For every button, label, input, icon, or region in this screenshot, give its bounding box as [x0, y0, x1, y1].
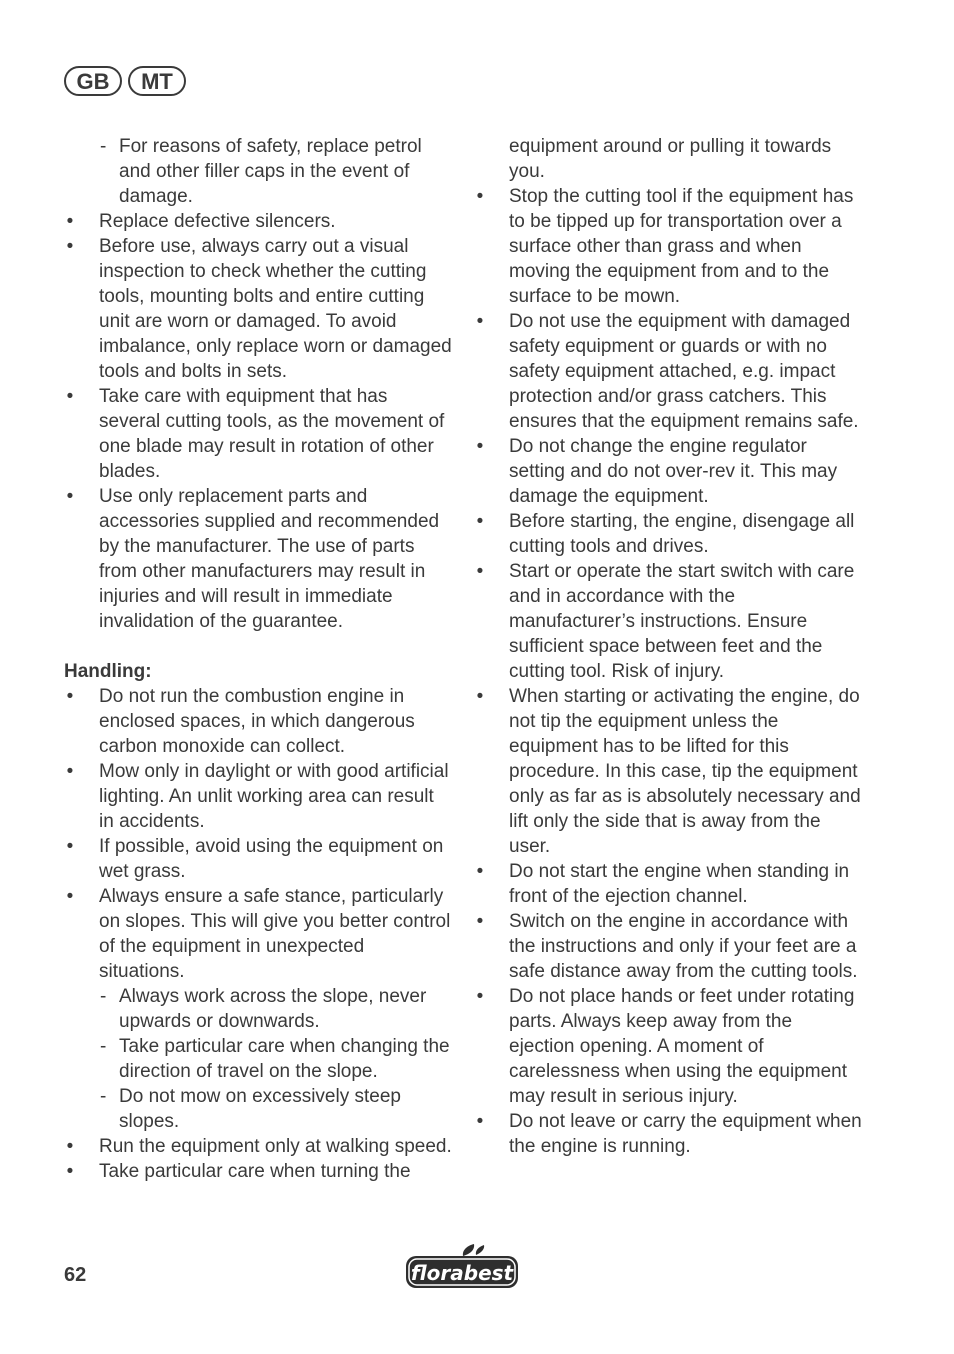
- bullet-item: [64, 209, 452, 234]
- bullet-icon: •: [476, 861, 484, 882]
- language-badge-mt: MT: [128, 66, 186, 96]
- sub-item: [64, 984, 452, 1034]
- sub-item: [64, 134, 452, 209]
- item-text: Take care with equipment that has several cutting tools, as the movement of one blade may result in rotation of other blades.: [99, 386, 445, 482]
- item-text: Start or operate the start switch with care and in accordance with the manufacturer’s instructions. Ensure sufficient space between feet and the cutting tool. Risk of injury.: [509, 561, 855, 682]
- bullet-icon: •: [476, 186, 484, 207]
- bullet-item: [64, 684, 452, 759]
- item-text: Do not place hands or feet under rotating parts. Always keep away from the ejection opening. A moment of carelessness when using the equipment may result in serious injury.: [509, 986, 855, 1107]
- bullet-item: [64, 234, 452, 384]
- item-text: Replace defective silencers.: [99, 211, 336, 232]
- brand-name: florabest: [410, 1261, 514, 1285]
- dash-icon: -: [100, 1086, 107, 1107]
- item-text: Take particular care when changing the direction of travel on the slope.: [119, 1036, 450, 1082]
- item-text: Before starting, the engine, disengage all cutting tools and drives.: [509, 511, 855, 557]
- item-text: Do not run the combustion engine in enclosed spaces, in which dangerous carbon monoxide can collect.: [99, 686, 415, 757]
- sub-item: [64, 1034, 452, 1084]
- dash-icon: -: [100, 136, 107, 157]
- item-text: Mow only in daylight or with good artificial lighting. An unlit working area can result in accidents.: [99, 761, 449, 832]
- language-badge-gb: GB: [64, 66, 122, 96]
- item-text: Use only replacement parts and accessories supplied and recommended by the manufacturer. The use of parts from other manufacturers may result in injuries and will result in immediate invalidation of the guarantee.: [99, 486, 440, 632]
- bullet-icon: •: [66, 211, 74, 232]
- bullet-icon: •: [66, 1136, 74, 1157]
- sub-item: [64, 1084, 452, 1134]
- bullet-icon: •: [66, 486, 74, 507]
- florabest-logo: [404, 1242, 520, 1290]
- bullet-icon: •: [66, 386, 74, 407]
- bullet-item: [474, 1109, 862, 1159]
- bullet-item: [64, 1134, 452, 1159]
- bullet-icon: •: [66, 886, 74, 907]
- left-column: [64, 134, 452, 1184]
- bullet-icon: •: [476, 436, 484, 457]
- item-text: Do not leave or carry the equipment when the engine is running.: [509, 1111, 862, 1157]
- item-text: Do not start the engine when standing in front of the ejection channel.: [509, 861, 850, 907]
- item-text: equipment around or pulling it towards you.: [509, 136, 832, 182]
- item-text: Handling:: [64, 661, 152, 682]
- bullet-icon: •: [66, 1161, 74, 1182]
- bullet-item: [474, 984, 862, 1109]
- bullet-item: [474, 559, 862, 684]
- bullet-item: [474, 909, 862, 984]
- bullet-icon: •: [66, 686, 74, 707]
- section-heading: [64, 659, 452, 684]
- item-text: For reasons of safety, replace petrol and other filler caps in the event of damage.: [119, 136, 422, 207]
- page-number: 62: [64, 1264, 87, 1286]
- item-text: Do not mow on excessively steep slopes.: [119, 1086, 401, 1132]
- item-text: Take particular care when turning the: [99, 1161, 411, 1182]
- bullet-icon: •: [476, 561, 484, 582]
- bullet-item: [474, 309, 862, 434]
- dash-icon: -: [100, 1036, 107, 1057]
- bullet-item: [474, 684, 862, 859]
- item-text: Run the equipment only at walking speed.: [99, 1136, 452, 1157]
- bullet-item: [64, 1159, 452, 1184]
- item-text: Do not change the engine regulator setting and do not over-rev it. This may damage the equipment.: [509, 436, 838, 507]
- item-text: Switch on the engine in accordance with the instructions and only if your feet are a safe distance away from the cutting tools.: [509, 911, 858, 982]
- bullet-icon: •: [476, 511, 484, 532]
- bullet-item: [64, 759, 452, 834]
- bullet-item: [474, 509, 862, 559]
- bullet-item: [474, 184, 862, 309]
- continued-text: [474, 134, 862, 184]
- item-text: Before use, always carry out a visual inspection to check whether the cutting tools, mounting bolts and entire cutting unit are worn or damaged. To avoid imbalance, only replace worn or damaged tools and bolts in sets.: [99, 236, 452, 382]
- bullet-item: [64, 834, 452, 884]
- bullet-icon: •: [476, 911, 484, 932]
- item-text: If possible, avoid using the equipment on wet grass.: [99, 836, 444, 882]
- bullet-icon: •: [66, 836, 74, 857]
- bullet-icon: •: [476, 1111, 484, 1132]
- bullet-icon: •: [66, 761, 74, 782]
- bullet-item: [64, 884, 452, 984]
- bullet-item: [64, 384, 452, 484]
- item-text: Always ensure a safe stance, particularly on slopes. This will give you better control of the equipment in unexpected situations.: [99, 886, 451, 982]
- bullet-item: [474, 434, 862, 509]
- bullet-icon: •: [66, 236, 74, 257]
- bullet-icon: •: [476, 986, 484, 1007]
- bullet-item: [474, 859, 862, 909]
- item-text: Always work across the slope, never upwards or downwards.: [119, 986, 427, 1032]
- item-text: Stop the cutting tool if the equipment has to be tipped up for transportation over a surface other than grass and when moving the equipment from and to the surface to be mown.: [509, 186, 854, 307]
- language-badges: [64, 66, 186, 96]
- dash-icon: -: [100, 986, 107, 1007]
- bullet-item: [64, 484, 452, 634]
- item-text: When starting or activating the engine, do not tip the equipment unless the equipment has to be lifted for this procedure. In this case, tip the equipment only as far as is absolutely necessary and lift only the side that is away from the user.: [509, 686, 861, 857]
- bullet-icon: •: [476, 686, 484, 707]
- item-text: Do not use the equipment with damaged safety equipment or guards or with no safety equipment attached, e.g. impact protection and/or grass catchers. This ensures that the equipment remains safe.: [509, 311, 859, 432]
- bullet-icon: •: [476, 311, 484, 332]
- right-column: [474, 134, 862, 1159]
